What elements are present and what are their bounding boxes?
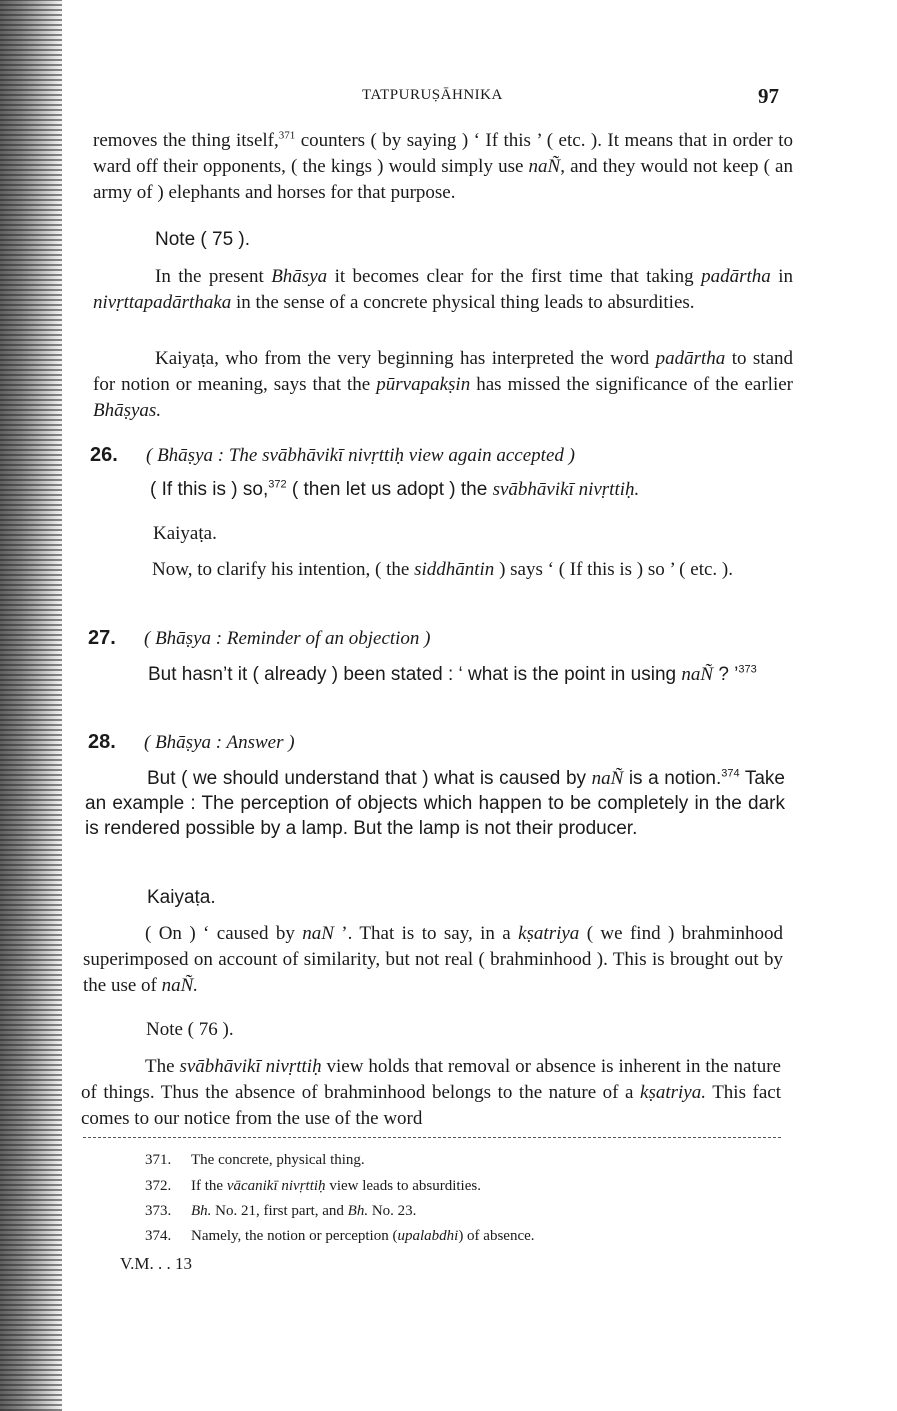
section-28-heading: 28. ( Bhāṣya : Answer )	[88, 731, 295, 753]
kaiyata-26-paragraph: Now, to clarify his intention, ( the siddhāntin ) says ‘ ( If this is ) so ’ ( etc. ).	[152, 559, 733, 580]
kaiyata-label: Kaiyaṭa.	[153, 523, 217, 544]
note-76-label: Note ( 76 ).	[146, 1019, 234, 1040]
kaiyata-28-paragraph: ( On ) ‘ caused by naN ’. That is to say, in a kṣatriya ( we find ) brahminhood superimposed on account of similarity, but not real ( brahminhood ). This is brought out by the use of naÑ.	[83, 923, 783, 996]
kaiyata-label-2: Kaiyaṭa.	[147, 887, 216, 908]
footnote-ref: 371	[278, 129, 296, 142]
note-76-paragraph: The svābhāvikī nivṛttiḥ view holds that removal or absence is inherent in the nature of things. Thus the absence of brahminhood belongs to the nature of a kṣatriya. This fact comes to our notice from the use of the word	[81, 1056, 781, 1129]
section-27-text: But hasn’t it ( already ) been stated : ‘ what is the point in using naÑ ? ’$^{373}$	[148, 663, 757, 685]
signature-mark: V.M. . . 13	[120, 1254, 192, 1273]
section-28-text: But ( we should understand that ) what is caused by naÑ is a notion.$^{374}$ Take an example : The perception of objects which happen to be completely in the dark is rendered possible by a lamp. But the lamp is not their producer.	[85, 767, 785, 839]
section-26-text: ( If this is ) so,$^{372}$ ( then let us adopt ) the svābhāvikī nivṛttiḥ.	[150, 478, 640, 500]
note-75-paragraph: In the present Bhāsya it becomes clear for the first time that taking padārtha in nivṛttapadārthaka in the sense of a concrete physical thing leads to absurdities.	[93, 266, 794, 313]
note-75-label: Note ( 75 ).	[155, 229, 251, 250]
running-header: TATPURUṢĀHNIKA	[362, 87, 503, 103]
page-number: 97	[758, 84, 779, 108]
kaiyata-paragraph: Kaiyaṭa, who from the very beginning has interpreted the word padārtha to stand for notion or meaning, says that the pūrvapakṣin has missed the significance of the earlier Bhāṣyas.	[93, 348, 793, 421]
footnote: 374. Namely, the notion or perception (upalabdhi) of absence.	[145, 1228, 535, 1244]
footnote: 373. Bh. No. 21, first part, and Bh. No. 23.	[145, 1203, 417, 1219]
section-27-heading: 27. ( Bhāṣya : Reminder of an objection )	[88, 627, 431, 649]
footnote: 372. If the vācanikī nivṛttiḥ view leads to absurdities.	[145, 1178, 481, 1194]
footnote-divider	[83, 1137, 781, 1138]
section-26-heading: 26. ( Bhāṣya : The svābhāvikī nivṛttiḥ view again accepted )	[90, 444, 575, 466]
footnote: 371. The concrete, physical thing.	[145, 1152, 365, 1168]
paragraph-continuation: removes the thing itself,$^{371}$ counters ( by saying ) ‘ If this ’ ( etc. ). It means that in order to ward off their opponents, ( the kings ) would simply use naÑ, and they would not keep ( an army of ) elephants and horses for that purpose.	[93, 129, 793, 203]
section-number: 26.	[90, 444, 118, 466]
